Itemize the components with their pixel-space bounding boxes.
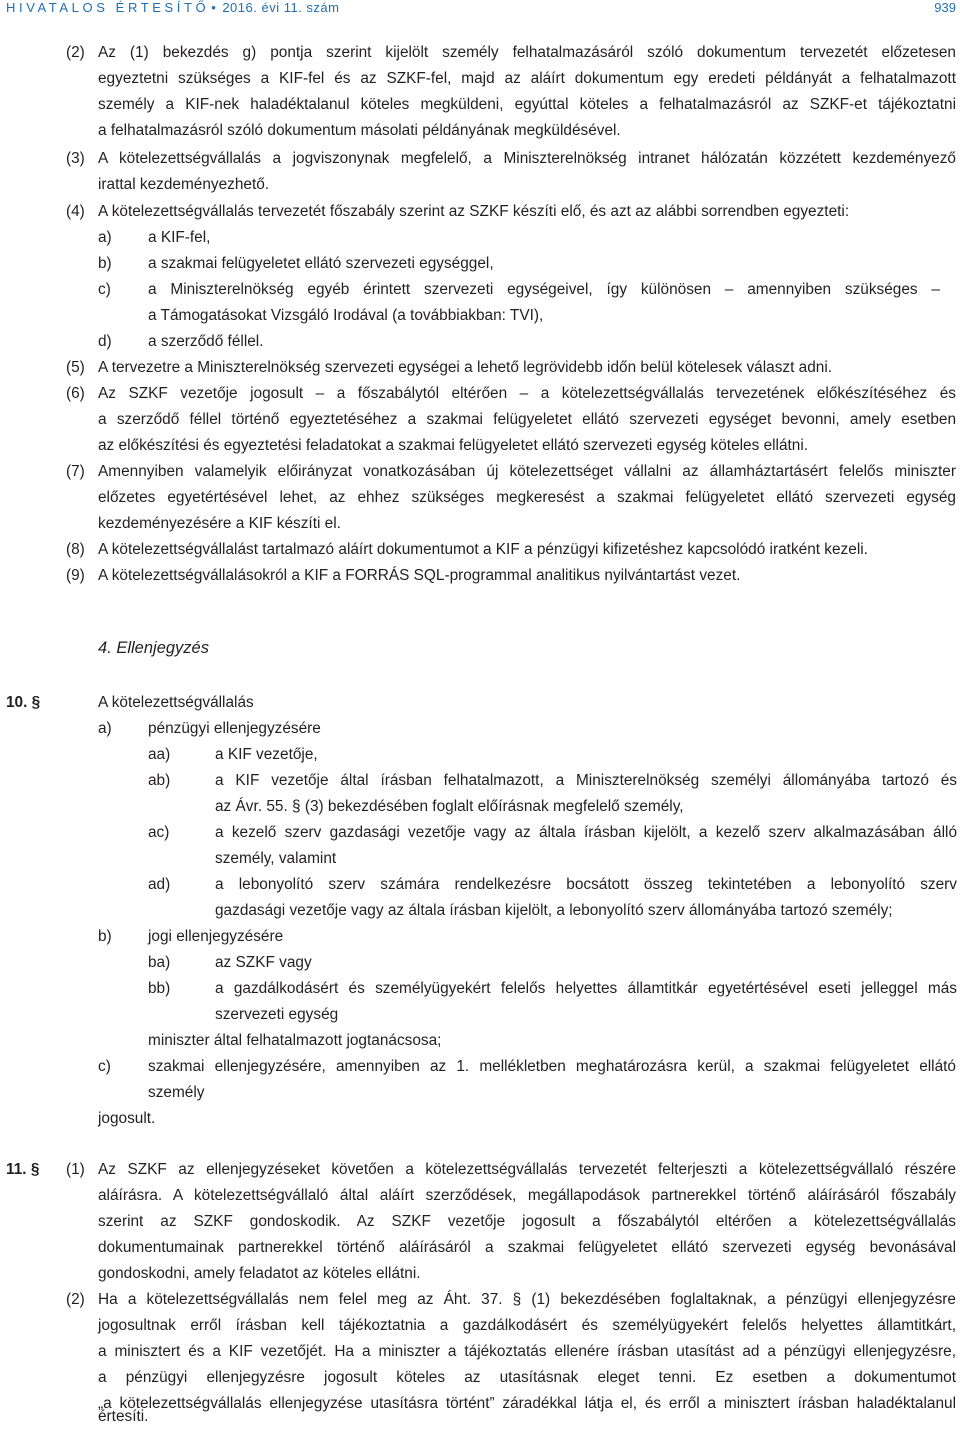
page-header	[0, 0, 960, 22]
sublist-item-text: a kezelő szerv gazdasági vezetője vagy az általa írásban kijelölt, a kezelő szerv alkalmazásában álló	[215, 824, 957, 841]
paragraph-line: A tervezetre a Miniszterelnökség szervezeti egységei a lehető legrövidebb időn belül kötelesek választ adni.	[98, 359, 833, 376]
paragraph-line: a pénzügyi ellenjegyzésre jogosult köteles az utasításnak eleget tenni. Ez esetben a dokumentumot	[98, 1369, 956, 1386]
list-item-continuation: miniszter által felhatalmazott jogtanácsosa;	[148, 1032, 442, 1049]
publication-header	[6, 0, 339, 15]
paragraph-line: Az (1) bekezdés g) pontja szerint kijelölt személy felhatalmazásáról szóló dokumentum tervezetét előzetesen	[98, 44, 956, 61]
paragraph-line: a minisztert és a KIF vezetőjét. Ha a miniszter a tájékoztatás ellenére írásban utasítást ad a pénzügyi ellenjegyzésre,	[98, 1343, 956, 1360]
paragraph-line: dokumentumainak partnerekkel történő aláírásáról a szakmai felügyeletet ellátó szervezeti egység bevonásával	[98, 1239, 956, 1256]
list-item-text: pénzügyi ellenjegyzésére	[148, 720, 321, 737]
list-item-label: d)	[98, 333, 112, 350]
paragraph-label: (8)	[66, 541, 85, 558]
list-item-text: jogi ellenjegyzésére	[148, 928, 284, 945]
paragraph-label: (1)	[66, 1161, 85, 1178]
list-item-label: c)	[98, 1058, 111, 1075]
paragraph-line: jogosultnak erről írásban kell tájékoztatnia a gazdálkodásért és személyügyekért felelős helyettes államtitkárt,	[98, 1317, 956, 1334]
list-item-text: a szakmai felügyeletet ellátó szervezeti egységgel,	[148, 255, 494, 272]
paragraph-line: Ha a kötelezettségvállalás nem felel meg az Áht. 37. § (1) bekezdésében foglaltaknak, a pénzügyi ellenjegyzésre	[98, 1291, 956, 1308]
list-item-label: b)	[98, 928, 112, 945]
sublist-item-label: ac)	[148, 824, 170, 841]
sublist-item-text: gazdasági vezetője vagy az általa írásban kijelölt, a lebonyolító szerv állományába tartozó személy;	[215, 902, 893, 919]
section-heading: 4. Ellenjegyzés	[98, 639, 209, 657]
paragraph-line: értesíti.	[98, 1408, 149, 1425]
paragraph-line: A kötelezettségvállalás a jogviszonynak megfelelő, a Miniszterelnökség intranet hálózatán közzétett kezdeményező	[98, 150, 956, 167]
page-number: 939	[934, 0, 956, 15]
paragraph-label: (2)	[66, 1291, 85, 1308]
list-item-label: a)	[98, 720, 112, 737]
paragraph-line: szerint az SZKF gondoskodik. Az SZKF vezetője jogosult a főszabálytól eltérően a kötelezettségvállalás	[98, 1213, 956, 1230]
sublist-item-label: ba)	[148, 954, 171, 971]
section-closing: jogosult.	[98, 1110, 156, 1127]
list-item-label: c)	[98, 281, 111, 298]
paragraph-line: irattal kezdeményezhető.	[98, 176, 270, 193]
list-item-text: a szerződő féllel.	[148, 333, 264, 350]
section-number: 11. §	[6, 1161, 40, 1178]
sublist-item-text: az Ávr. 55. § (3) bekezdésében foglalt előírásnak megfelelő személy,	[215, 798, 684, 815]
list-item-text: szakmai ellenjegyzésére, amennyiben az 1. mellékletben meghatározásra kerül, a szakmai felügyeletet ellátó	[148, 1058, 956, 1075]
sublist-item-text: a KIF vezetője által írásban felhatalmazott, a Miniszterelnökség személyi állományába tartozó és	[215, 772, 957, 789]
paragraph-line: Az SZKF az ellenjegyzéseket követően a kötelezettségvállalás tervezetét felterjeszti a kötelezettségvállaló részére	[98, 1161, 956, 1178]
sublist-item-label: aa)	[148, 746, 171, 763]
paragraph-line: gondoskodni, amely feladatot az köteles ellátni.	[98, 1265, 421, 1282]
paragraph-label: (7)	[66, 463, 85, 480]
list-item-text: a KIF-fel,	[148, 229, 211, 246]
section-intro: A kötelezettségvállalás	[98, 694, 254, 711]
sublist-item-text: a KIF vezetője,	[215, 746, 318, 763]
paragraph-line: a felhatalmazásról szóló dokumentum másolati példányának megküldésével.	[98, 122, 621, 139]
paragraph-label: (6)	[66, 385, 85, 402]
paragraph-line: Amennyiben valamelyik előirányzat vonatkozásában új kötelezettséget vállalni az államháztartásért felelős miniszter	[98, 463, 956, 480]
paragraph-label: (3)	[66, 150, 85, 167]
paragraph-line: Az SZKF vezetője jogosult – a főszabálytól eltérően – a kötelezettségvállalás tervezetének előkészítéséhez és	[98, 385, 956, 402]
sublist-item-text: az SZKF vagy	[215, 954, 312, 971]
header-separator: •	[211, 0, 217, 15]
paragraph-label: (2)	[66, 44, 85, 61]
sublist-item-text: a lebonyolító szerv számára rendelkezésre bocsátott összeg tekintetében a lebonyolító szerv	[215, 876, 957, 893]
sublist-item-text: a gazdálkodásért és személyügyekért felelős helyettes államtitkár egyetértésével eseti jelleggel más	[215, 980, 957, 997]
paragraph-label: (5)	[66, 359, 85, 376]
sublist-item-text: szervezeti egység	[215, 1006, 339, 1023]
paragraph-line: előzetes egyetértésével lehet, az ehhez szükséges megkeresést a szakmai felügyeletet ellátó szervezeti egység	[98, 489, 956, 506]
paragraph-line: kezdeményezésére a KIF készíti el.	[98, 515, 341, 532]
paragraph-line: „a kötelezettségvállalás ellenjegyzése utasításra történt” záradékkal látja el, és erről a minisztert írásban haladéktalanul	[98, 1395, 956, 1412]
list-item-text: a Miniszterelnökség egyéb érintett szervezeti egységeivel, így különösen – amennyiben szükséges –	[148, 281, 940, 298]
paragraph-label: (4)	[66, 203, 85, 220]
publication-title: HIVATALOS ÉRTESÍTŐ	[6, 0, 210, 15]
sublist-item-text: személy, valamint	[215, 850, 337, 867]
sublist-item-label: ad)	[148, 876, 171, 893]
issue-label: 2016. évi 11. szám	[222, 0, 340, 15]
list-item-text: a Támogatásokat Vizsgáló Irodával (a továbbiakban: TVI),	[148, 307, 544, 324]
sublist-item-label: bb)	[148, 980, 171, 997]
paragraph-line: A kötelezettségvállalásokról a KIF a FORRÁS SQL-programmal analitikus nyilvántartást vezet.	[98, 567, 741, 584]
paragraph-line: személy a KIF-nek haladéktalanul köteles megküldeni, egyúttal köteles a felhatalmazásról az SZKF-et tájékoztatni	[98, 96, 956, 113]
list-item-label: b)	[98, 255, 112, 272]
sublist-item-label: ab)	[148, 772, 171, 789]
paragraph-line: egyeztetni szükséges a KIF-fel és az SZKF-fel, majd az aláírt dokumentum egy eredeti példányát a felhatalmazott	[98, 70, 956, 87]
paragraph-line: a szerződő féllel történő egyeztetéséhez a szakmai felügyeletet ellátó szervezeti egységet bevonni, amely esetben	[98, 411, 956, 428]
paragraph-label: (9)	[66, 567, 85, 584]
paragraph-line: A kötelezettségvállalást tartalmazó aláírt dokumentumot a KIF a pénzügyi kifizetéshez kapcsolódó iratként kezeli.	[98, 541, 868, 558]
paragraph-line: az előkészítési és egyeztetési feladatokat a szakmai felügyeletet ellátó szervezeti egység köteles ellátni.	[98, 437, 809, 454]
list-item-text: személy	[148, 1084, 205, 1101]
paragraph-line: A kötelezettségvállalás tervezetét főszabály szerint az SZKF készíti elő, és azt az alábbi sorrendben egyezteti:	[98, 203, 850, 220]
list-item-label: a)	[98, 229, 112, 246]
section-number: 10. §	[6, 694, 41, 711]
paragraph-line: aláírásra. A kötelezettségvállaló által aláírt szerződések, megállapodások partnerekkel történő aláírásáról főszabály	[98, 1187, 956, 1204]
